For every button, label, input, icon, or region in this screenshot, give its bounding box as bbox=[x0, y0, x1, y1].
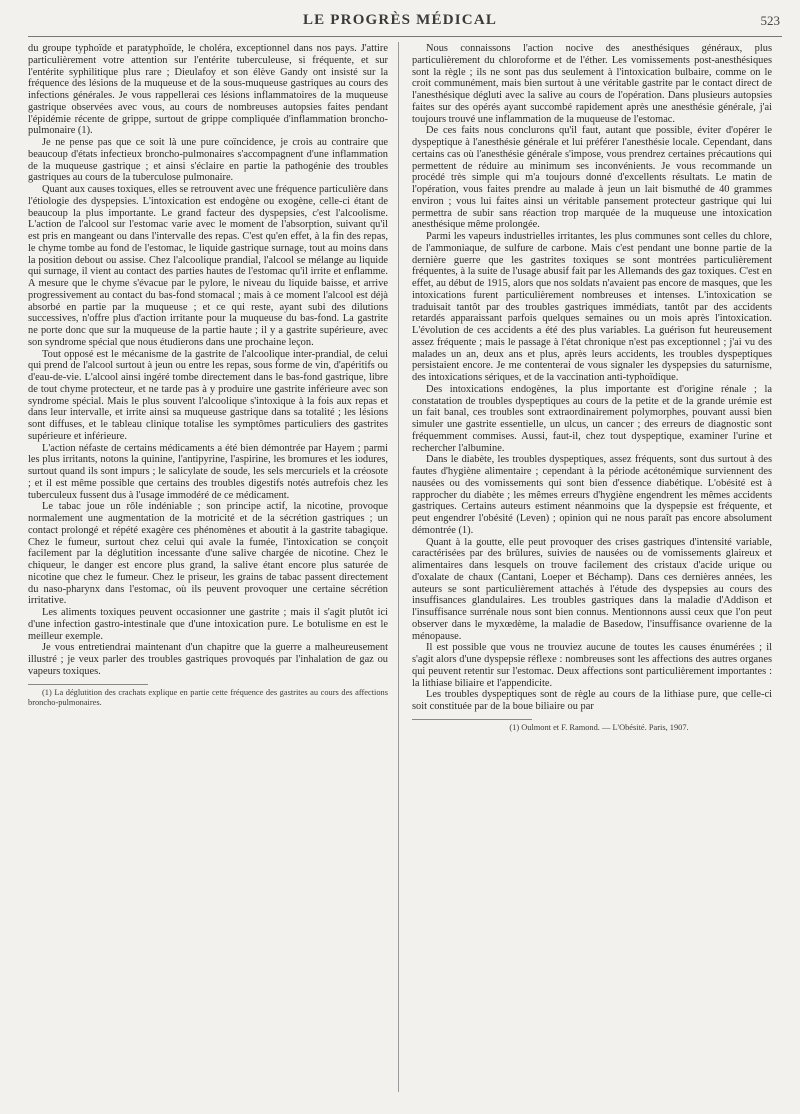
paragraph: Parmi les vapeurs industrielles irritantes, les plus communes sont celles du chlore, de l'ammoniaque, de sulfure de carbone. Mais c'est pendant une bonne partie de la dernière guerre que les gastrites toxiques se sont montrées particulièrement fréquentes, à la suite de l'usage abusif fait par les Allemands des gaz toxiques. C'est en effet, au début de 1915, alors que nos soldats n'avaient pas encore de masques, que les intoxications furent particulièrement nombreuses et intenses. L'intoxication se traduisait tantôt par des troubles gastriques immédiats, tantôt par des accidents retardés apparaissant parfois quelques semaines ou un mois après l'intoxication. L'évolution de ces accidents a été des plus variables. La guérison fut heureusement assez fréquente ; mais le passage à l'état chronique n'est pas exceptionnel ; j'ai vu des malades un an, deux ans et plus, après leurs accidents, les troubles dyspeptiques persistaient encore. Je me contenterai de vous signaler les dyspepsies du saturnisme, des intoxications sériques, et de la vaccination anti-typhoïdique. bbox=[412, 231, 772, 383]
running-title: LE PROGRÈS MÉDICAL bbox=[302, 12, 498, 28]
page-header bbox=[0, 12, 800, 34]
paragraph: De ces faits nous conclurons qu'il faut, autant que possible, éviter d'opérer le dyspeptique à l'anesthésie générale et lui préférer l'anesthésie locale. Cependant, dans certains cas où l'anesthésie générale s'impose, vous prendrez certaines précautions qui permettent de réduire au minimum ses inconvénients. Je vous recommande un procédé très simple qui m'a toujours donné d'excellents résultats. Le matin de l'opération, vous faites prendre au malade à jeun un lait bismuthé de 40 grammes environ ; vous lui faites ainsi un véritable pansement protecteur gastrique qui lui permettra de subir sans réaction trop marquée de la muqueuse une intoxication anesthésique même prolongée. bbox=[412, 125, 772, 231]
paragraph: Des intoxications endogènes, la plus importante est d'origine rénale ; la constatation de troubles dyspeptiques au cours de la petite et de la grande urémie est un fait banal, ces troubles sont extraordinairement polymorphes, pouvant aussi bien simuler une gastrite essentielle, un ulcus, un cancer ; des erreurs de diagnostic sont fréquemment commises. Aussi, faut-il, chez tout dyspeptique, examiner l'urine et rechercher l'albumine. bbox=[412, 383, 772, 454]
paragraph: Quant aux causes toxiques, elles se retrouvent avec une fréquence particulière dans l'étiologie des dyspepsies. L'intoxication est endogène ou exogène, celle-ci étant de beaucoup la plus importante. Le grand facteur des dyspepsies, c'est l'alcoolisme. L'action de l'alcool sur l'estomac varie avec le moment de l'absorption, suivant qu'il est pris en mangeant ou dans l'intervalle des repas. C'est qu'en effet, à la fin des repas, le chyme tombe au fond de l'estomac, le liquide gastrique surnage, tout au moins dans la position debout ou assise. Chez l'alcoolique prandial, l'alcool se mélange au liquide qui surnage, il vient au contact des parties hautes de l'estomac qu'il irrite et enflamme. A mesure que le chyme s'évacue par le pylore, le niveau du liquide baisse, et arrive progressivement au contact du bas-fond stomacal ; mais à ce moment l'alcool est déjà absorbé en partie par la muqueuse ; et ce qui reste, ayant subi des dilutions successives, n'offre plus d'action irritante pour la muqueuse du bas-fond. La gastrite ne porte donc que sur la muqueuse de la partie haute ; il y a gastrite supérieure, avec son syndrome spécial que nous étudierons dans une prochaine leçon. bbox=[28, 184, 388, 348]
paragraph: Je ne pense pas que ce soit là une pure coïncidence, je crois au contraire que beaucoup d'états infectieux broncho-pulmonaires s'accompagnent d'une inflammation de la muqueuse gastrique ; et ainsi s'éclaire en partie la pathogénie des troubles gastriques au cours de la tuberculose pulmonaire. bbox=[28, 137, 388, 184]
right-column bbox=[412, 43, 772, 733]
footnote: (1) Oulmont et F. Ramond. — L'Obésité. Paris, 1907. bbox=[509, 722, 689, 732]
page-number: 523 bbox=[760, 13, 780, 28]
footnote-rule bbox=[28, 684, 148, 685]
left-column bbox=[28, 43, 388, 708]
header-rule bbox=[28, 36, 782, 37]
paragraph: Tout opposé est le mécanisme de la gastrite de l'alcoolique inter-prandial, de celui qui prend de l'alcool surtout à jeun ou entre les repas, sous forme de vin, d'apéritifs ou d'eau-de-vie. L'alcool ainsi ingéré tombe directement dans le bas-fond gastrique, libre de tout chyme protecteur, et ne tarde pas à y produire une gastrite inférieure avec son syndrome spécial. Mais le plus souvent l'alcoolique s'intoxique à la fois aux repas et dans leur intervalle, et irrite ainsi sa muqueuse gastrique dans sa totalité ; les lésions sont diffuses, et le tableau clinique totalise les symptômes particuliers des gastrites supérieure et inférieure. bbox=[28, 348, 388, 442]
paragraph: Quant à la goutte, elle peut provoquer des crises gastriques d'intensité variable, caractérisées par des brûlures, suivies de nausées ou de vomissements glaireux et alimentaires dans lesquels on trouve facilement des cristaux d'acide urique ou d'oxalate de chaux (Cantani, Loeper et Béchamp). Dans ces dernières années, les auteurs se sont particulièrement attachés à l'étude des dyspepsies au cours des insuffisances glandulaires. Les troubles gastriques dans la maladie d'Addison et l'insuffisance surrénale nous sont bien connus. Mentionnons aussi ceux que l'on peut observer dans le myxœdème, la maladie de Basedow, l'insuffisance ovarienne de la ménopause. bbox=[412, 536, 772, 642]
footnote: (1) La déglutition des crachats explique en partie cette fréquence des gastrites au cours des affections broncho-pulmonaires. bbox=[28, 687, 388, 707]
paragraph: Le tabac joue un rôle indéniable ; son principe actif, la nicotine, provoque normalement une augmentation de la motricité et de la sécrétion gastriques ; un contact prolongé et répété exagère ces phénomènes et aboutit à la gastrite tabagique. Chez le fumeur, surtout chez celui qui avale la fumée, l'intoxication se conçoit facilement par la déglutition incessante d'une salive chargée de nicotine. Chez le chiqueur, le danger est encore plus grand, la salive étant encore plus saturée de nicotine que chez le fumeur. Chez le priseur, les grains de tabac passent directement du naso-pharynx dans l'estomac, où ils peuvent provoquer une certaine sécrétion irritative. bbox=[28, 501, 388, 607]
column-divider bbox=[398, 42, 399, 1092]
paragraph: Les aliments toxiques peuvent occasionner une gastrite ; mais il s'agit plutôt ici d'une infection gastro-intestinale que d'une intoxication pure. Le botulisme en est le meilleur exemple. bbox=[28, 607, 388, 642]
paragraph: L'action néfaste de certains médicaments a été bien démontrée par Hayem ; parmi les plus irritants, notons la quinine, l'antipyrine, l'aspirine, les bromures et les iodures, surtout quand ils sont impurs ; le salicylate de soude, les sels mercuriels et la créosote ; et il est même possible que certains des troubles digestifs notés autrefois chez les tuberculeux fussent dus à l'usage immodéré de ce médicament. bbox=[28, 442, 388, 501]
paragraph: Dans le diabète, les troubles dyspeptiques, assez fréquents, sont dus surtout à des fautes d'hygiène alimentaire ; cependant à la période acétonémique surviennent des nausées ou des vomissements qui sont bien d'essence diabétique. L'obésité est à rapprocher du diabète ; les mêmes erreurs d'hygiène engendrent les mêmes accidents gastriques. Certains auteurs estiment néanmoins que la dyspepsie est fréquente, et peut engendrer l'obésité (Leven) ; opinion qui ne nous paraît pas encore absolument démontrée (1). bbox=[412, 454, 772, 536]
paragraph: Il est possible que vous ne trouviez aucune de toutes les causes énumérées ; il s'agit alors d'une dyspepsie réflexe : nombreuses sont les affections des autres organes qui peuvent retentir sur l'estomac. Deux affections sont particulièrement importantes : la lithiase biliaire et l'appendicite. bbox=[412, 642, 772, 689]
paragraph: du groupe typhoïde et paratyphoïde, le choléra, exceptionnel dans nos pays. J'attire particulièrement votre attention sur l'entérite tuberculeuse, si fréquente, et sur l'entérite syphilitique plus rare ; Dieulafoy et son élève Gandy ont insisté sur la fréquence des lésions de la muqueuse et de la sous-muqueuse gastriques au cours des infections générales. Je vous rappellerai ces lésions inflammatoires de la muqueuse gastrique observées avec vous, au cours de nombreuses autopsies faites pendant l'épidémie récente de grippe, surtout de grippe compliquée d'inflammation broncho-pulmonaire (1). bbox=[28, 43, 388, 137]
paragraph: Je vous entretiendrai maintenant d'un chapitre que la guerre a malheureusement illustré ; je veux parler des troubles gastriques provoqués par l'inhalation de gaz ou vapeurs toxiques. bbox=[28, 642, 388, 677]
paragraph: Les troubles dyspeptiques sont de règle au cours de la lithiase pure, que celle-ci soit constituée par de la boue biliaire ou par bbox=[412, 689, 772, 712]
footnote-rule bbox=[412, 719, 532, 720]
paragraph: Nous connaissons l'action nocive des anesthésiques généraux, plus particulièrement du chloroforme et de l'éther. Les vomissements post-anesthésiques sont la règle ; ils ne sont pas dus seulement à l'intoxication bulbaire, comme on le croit communément, mais bien surtout à une véritable gastrite par le contact direct de l'anesthésique dégluti avec la salive au cours de l'opération. Dans plusieurs autopsies faites sur des opérés ayant succombé rapidement après une anesthésie générale, j'ai toujours trouvé une inflammation de la muqueuse de l'estomac. bbox=[412, 43, 772, 125]
